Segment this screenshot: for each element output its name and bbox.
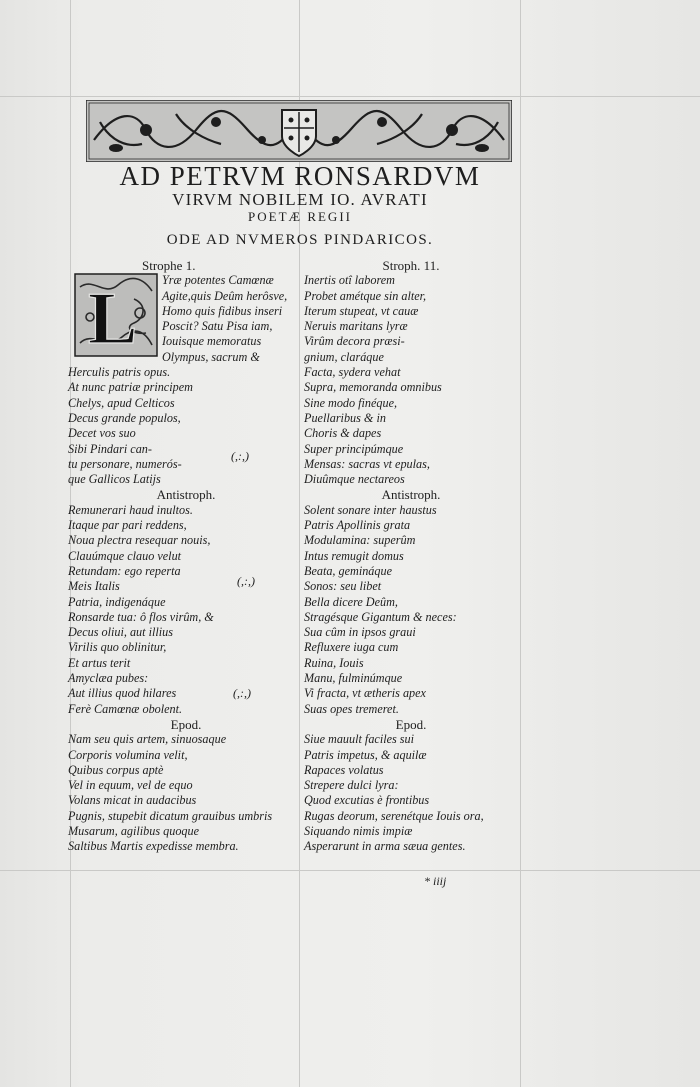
verse-line: Sibi Pindari can- [68, 441, 152, 456]
verse-line: Refluxere iuga cum [304, 640, 399, 655]
title-line-3: POETÆ REGII [248, 209, 352, 224]
verse-line: Stragésque Gigantum & neces: [304, 609, 457, 624]
marginal-marker: (,:,) [233, 686, 251, 700]
dropcap-letter: L [88, 278, 138, 357]
title-line-2: VIRVM NOBILEM IO. AVRATI [172, 190, 428, 209]
verse-line: gnium, claráque [304, 349, 384, 364]
marginal-marker: (,:,) [237, 574, 255, 588]
verse-line: Siue mauult faciles sui [304, 732, 415, 747]
verse-line: Iterum stupeat, vt cauæ [304, 303, 419, 318]
verse-line: Saltibus Martis expedisse membra. [68, 839, 239, 854]
verse-line: Bella dicere Deûm, [304, 594, 398, 609]
verse-line: Siquando nimis impiæ [304, 823, 413, 838]
verse-line: Ferè Camœnæ obolent. [68, 701, 183, 716]
ode-subtitle: ODE AD NVMEROS PINDARICOS. [166, 232, 434, 248]
section-heading: Antistroph. [156, 487, 216, 503]
headpiece-ornament [86, 100, 512, 162]
verse-line: Pugnis, stupebit dicatum grauibus umbris [68, 808, 273, 823]
verse-line: Ruina, Iouis [304, 655, 364, 670]
verse-line: Corporis volumina velit, [68, 747, 188, 762]
verse-line: Mensas: sacras vt epulas, [304, 456, 430, 471]
verse-line: Retundam: ego reperta [68, 563, 181, 578]
marginal-marker: (,:,) [231, 449, 249, 463]
verse-line: Inertis otî laborem [304, 273, 395, 288]
verse-line: Choris & dapes [304, 426, 382, 441]
verse-line: Itaque par pari reddens, [68, 518, 187, 533]
right-column [304, 258, 518, 855]
verse-line: Olympus, sacrum & [162, 349, 260, 364]
verse-line: Aut illius quod hilares [68, 686, 177, 701]
verse-line: Sine modo finéque, [304, 395, 398, 410]
verse-line: Nam seu quis artem, sinuosaque [68, 732, 227, 747]
verse-line: Virilis quo oblinitur, [68, 640, 167, 655]
verse-line: Rapaces volatus [304, 762, 384, 777]
section-heading: Antistroph. [381, 487, 441, 503]
verse-line: Vel in equum, vel de equo [68, 778, 193, 793]
verse-line: que Gallicos Latijs [68, 472, 161, 487]
verse-line: Decus grande populos, [68, 410, 181, 425]
verse-line: Patris Apollinis grata [304, 518, 411, 533]
verse-line: Rugas deorum, serenétque Iouis ora, [304, 808, 484, 823]
verse-line: Modulamina: superûm [304, 533, 416, 548]
verse-line: tu personare, numerós- [68, 456, 182, 471]
verse-line: Decus oliui, aut illius [68, 625, 173, 640]
verse-line: Quod excutias è frontibus [304, 793, 430, 808]
verse-line: Iouisque memoratus [162, 334, 262, 349]
verse-line: At nunc patriæ principem [68, 380, 193, 395]
verse-line: Solent sonare inter haustus [304, 502, 437, 517]
verse-line: Strepere dulci lyra: [304, 778, 399, 793]
verse-line: Sua cûm in ipsos graui [304, 625, 416, 640]
verse-line: Patris impetus, & aquilæ [304, 747, 427, 762]
verse-line: Clauúmque clauo velut [68, 548, 182, 563]
scan-guide-line [0, 870, 700, 871]
verse-line: Ronsarde tua: ô flos virûm, & [68, 609, 214, 624]
verse-line: Vi fracta, vt ætheris apex [304, 686, 426, 701]
section-heading: Strophe 1. [142, 258, 196, 273]
verse-line: Et artus terit [68, 655, 131, 670]
scan-guide-line [0, 96, 700, 97]
verse-line: Sonos: seu libet [304, 579, 382, 594]
verse-line: Musarum, agilibus quoque [68, 823, 200, 838]
verse-line: Chelys, apud Celticos [68, 395, 175, 410]
verse-line: Intus remugit domus [304, 548, 404, 563]
title-line-1: AD PETRVM RONSARDVM [119, 161, 481, 191]
verse-line: Poscit? Satu Pisa iam, [162, 319, 273, 334]
left-column [68, 258, 304, 855]
verse-line: Meis Italis [68, 579, 120, 594]
verse-line: Quibus corpus aptè [68, 762, 164, 777]
verse-line: Neruis maritans lyræ [304, 319, 408, 334]
verse-line: Noua plectra resequar nouis, [68, 533, 211, 548]
verse-line: Volans micat in audacibus [68, 793, 197, 808]
section-heading: Epod. [395, 716, 427, 732]
verse-line: Supra, memoranda omnibus [304, 380, 442, 395]
verse-line: Homo quis fidibus inseri [162, 303, 283, 318]
verse-line: Agite,quis Deûm herôsve, [162, 288, 288, 303]
verse-line: Suas opes tremeret. [304, 701, 399, 716]
verse-line: Probet amétque sin alter, [304, 288, 427, 303]
verse-line: Patria, indigenáque [68, 594, 166, 609]
verse-line: Herculis patris opus. [68, 365, 171, 380]
verse-line: Yræ potentes Camœnæ [162, 273, 274, 288]
verse-line: Facta, sydera vehat [304, 365, 401, 380]
verse-line: Decet vos suo [68, 426, 136, 441]
verse-line: Remunerari haud inultos. [68, 502, 193, 517]
section-heading: Stroph. 11. [382, 258, 440, 273]
verse-line: Manu, fulminúmque [304, 671, 403, 686]
catchword: * iiij [424, 874, 447, 888]
verse-line: Virûm decora præsi- [304, 334, 405, 349]
verse-line: Puellaribus & in [304, 410, 386, 425]
verse-line: Diuûmque nectareos [304, 472, 405, 487]
verse-line: Beata, gemináque [304, 563, 392, 578]
verse-line: Super principúmque [304, 441, 404, 456]
verse-line: Amyclæa pubes: [68, 671, 149, 686]
verse-line: Asperarunt in arma sæua gentes. [304, 839, 466, 854]
section-heading: Epod. [170, 716, 202, 732]
